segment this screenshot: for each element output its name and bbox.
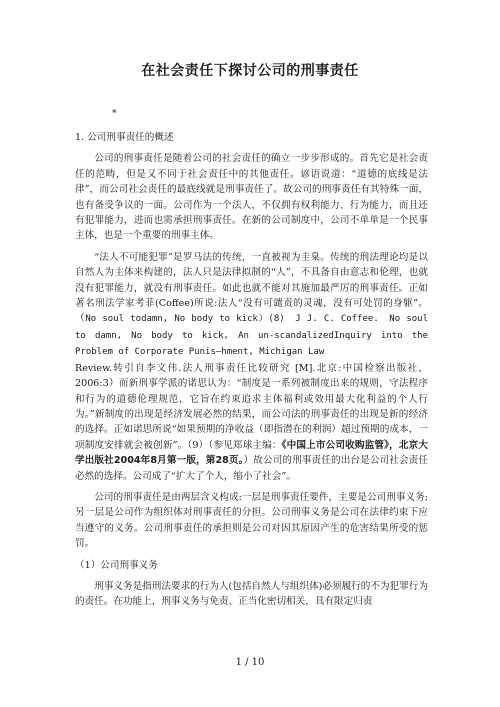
citation-coffee: ）(8) J J. C. Coffee. No soul to damn, No body to kick, An un-scandalizedInquiry into the Problem of Corporate Punis—hment, Michigan Law (75, 314, 428, 358)
paragraph-4: 刑事义务是指刑法要求的行为人(包括自然人与组织体)必须履行的不为犯罪行为的责任。在功能上，刑事义务与免责、正当化密切相关，具有限定归责 (75, 580, 428, 608)
citation-book: 《中国上市公司收购监管》，北京大学出版社2004年8月第一版，第28页。 (75, 439, 428, 467)
paragraph-2-text-c: Review.转引自李文伟.法人刑事责任比较研究 [M].北京:中国检察出版社，2006:3）而新刑事学派的诺思认为：“制度是一系列被制度出来的规则，守法程序和行为的道德伦理规范，它旨在约束追求主体福利或效用最大化利益的个人行为。”新制度的出现是经济发展必然的结果，而公司法的刑事责任的出现是新的经济的选择。正如诺思所说“如果预期的净收益（即指潜在的利润）超过预期的成本，一项制度安排就会被创新”。（9）（参见郑球主编： (75, 362, 428, 451)
document-body (75, 130, 428, 610)
subsection-heading: （1）公司刑事义务 (75, 559, 158, 571)
page-number: 1 / 10 (235, 657, 265, 668)
latin-quote: No soul todamn, No body to kick (85, 314, 258, 325)
paragraph-2-text-a: “法人不可能犯罪”是罗马法的传统，一直被视为圭臬。传统的刑法理论均是以自然人为主体来构建的，法人只是法律拟制的“人”，不具备自由意志和伦理，也就没有犯罪能力，就没有刑事责任。如此也就不能对其施加最严厉的刑事责任。正如著名刑法学家考菲(Coffee)所说:法人“没有可谴责的灵魂，没有可处罚的身躯”。（ (75, 251, 428, 325)
paragraph-1: 公司的刑事责任是随着公司的社会责任的确立一步步形成的。首先它是社会责任的范畴，但是又不同于社会责任中的其他责任。谚语说道：“道德的底线是法律”，而公司社会责任的最底线就是刑事责任了。故公司的刑事责任有其特殊一面，也有备受争议的一面。公司作为一个法人，不仅拥有权利能力、行为能力，而且还有犯罪能力，进而也需承担刑事责任。在新的公司制度中，公司不单单是一个民事主体，也是一个重要的刑事主体。 (75, 153, 428, 242)
page-title: 在社会责任下探讨公司的刑事责任 (141, 63, 359, 79)
footnote-star: * (112, 109, 117, 119)
paragraph-2 (75, 250, 428, 484)
paragraph-3: 公司的刑事责任是由两层含义构成:一层是刑事责任要件，主要是公司刑事义务;另一层是公司作为组织体对刑事责任的分担。公司刑事义务是公司在法律约束下应当遵守的义务。公司刑事责任的承担则是公司对因其原因产生的危害结果所受的惩罚。 (75, 491, 428, 550)
section-heading: 1. 公司刑事责任的概述 (75, 132, 174, 143)
paragraph-2-text-d: ）故公司的刑事责任的出台是公司社会责任必然的选择。公司成了“扩大了个人，缩小了社会”。 (75, 455, 428, 482)
